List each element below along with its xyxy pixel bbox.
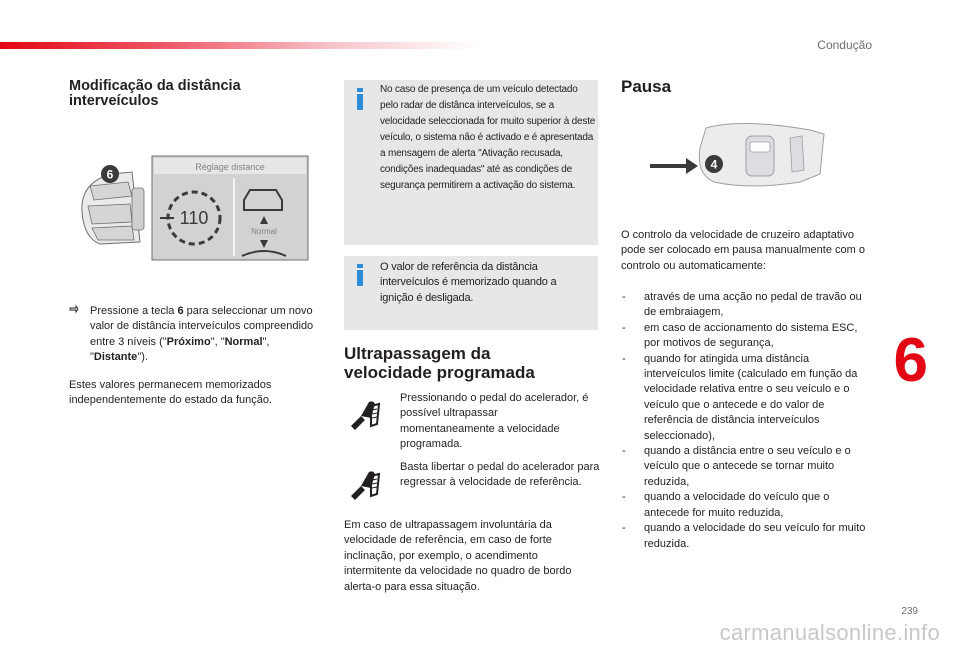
foot-pedal-icon: [347, 396, 383, 432]
steering-control-and-screen-illustration: [70, 152, 312, 264]
list-item: - quando a velocidade do seu veículo for muito reduzida.: [621, 521, 866, 552]
foot-pedal-icon: [347, 466, 383, 502]
list-item: - quando for atingida uma distância interveículos limite (calculado em função da velocidade relativa entre o seu veículo e o veículo que o antecede e do valor de referência de distância interveículos seleccionado),: [621, 352, 866, 444]
steering-stalk-illustration: [650, 118, 828, 190]
info-box-radar-text: No caso de presença de um veículo detectado pelo radar de distânca interveículos, se a velocidade seleccionada for muito superior à deste veículo, o sistema não é activado e é apresentada a mensagem de alerta "Ativação recusada, condições inadequadas" até as condições de segurança permitirem a activação do sistema.: [380, 84, 596, 191]
pause-conditions-list: [621, 290, 866, 552]
header-accent-bar: [0, 42, 480, 49]
instruction-text-2: para seleccionar um novo valor de distância interveículos compreendido entre 3 níveis (": [90, 305, 314, 348]
memory-note: Estes valores permanecem memorizados independentemente do estado da função.: [69, 379, 273, 407]
instruction-text-1: Pressione a tecla: [90, 305, 178, 317]
level-normal: Normal: [224, 335, 263, 348]
release-accelerator-text: Basta libertar o pedal do acelerador para regressar à velocidade de referência.: [400, 461, 600, 489]
list-item: - em caso de accionamento do sistema ESC, por motivos de segurança,: [621, 321, 866, 352]
info-box-memory: [344, 256, 598, 330]
instruction-text-3: ").: [137, 351, 148, 364]
info-icon: [356, 88, 364, 110]
page-number: 239: [901, 606, 918, 617]
level-near: Próximo: [166, 335, 211, 348]
chapter-number: 6: [893, 326, 928, 395]
list-item: - através de uma acção no pedal de travão ou de embraiagem,: [621, 290, 866, 321]
overspeed-warning-text: Em caso de ultrapassagem involuntária da velocidade de referência, em caso de forte inclinação, por exemplo, o acendimento intermitente da velocidade no quadro de bordo alerta-o para essa situação.: [344, 519, 572, 593]
screen-level-label: Normal: [251, 227, 277, 236]
instruction-key: 6: [177, 305, 184, 317]
control-4-badge: 4: [710, 157, 718, 172]
pause-control-illustration: [650, 118, 828, 190]
level-distant: Distante: [93, 351, 138, 364]
overspeed-title: Ultrapassagem da velocidade programada: [344, 344, 535, 382]
distance-setting-illustration: [70, 152, 312, 264]
info-box-radar: [344, 80, 598, 245]
section-title: Condução: [817, 38, 872, 52]
info-icon: [356, 264, 364, 286]
pause-title: Pausa: [621, 77, 672, 96]
distance-instruction: [90, 304, 318, 366]
screen-title: Réglage distance: [195, 162, 265, 172]
press-accelerator-text: Pressionando o pedal do acelerador, é possível ultrapassar momentaneamente a velocidade programada.: [400, 392, 589, 451]
instruction-sep-1: ", ": [210, 335, 225, 348]
pause-intro: O controlo da velocidade de cruzeiro adaptativo pode ser colocado em pausa manualmente com o controlo ou automaticamente:: [621, 229, 865, 272]
instruction-sep-2: ", ": [90, 335, 270, 364]
watermark: carmanualsonline.info: [719, 620, 940, 645]
screen-speed-value: 110: [179, 208, 209, 228]
list-item: - quando a velocidade do veículo que o antecede for muito reduzida,: [621, 490, 866, 521]
distance-setting-title: Modificação da distância interveículos: [69, 78, 241, 109]
key-6-badge: 6: [106, 167, 114, 182]
info-box-memory-text: O valor de referência da distância interveículos é memorizado quando a ignição é desligada.: [380, 261, 557, 304]
list-item: - quando a distância entre o seu veículo e o veículo que o antecede se tornar muito reduzida,: [621, 444, 866, 490]
pointing-finger-icon: [69, 304, 81, 317]
